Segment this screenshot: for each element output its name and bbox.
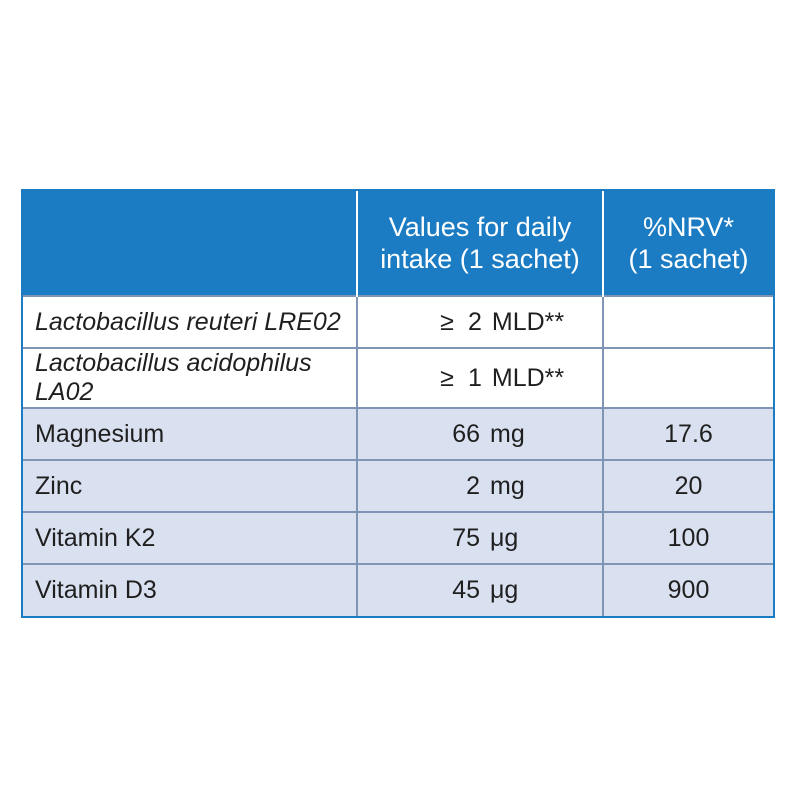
table-row	[23, 348, 773, 408]
header-daily-values-line1: Values for daily	[388, 212, 572, 242]
header-row	[23, 191, 773, 296]
header-daily-values-line2: intake (1 sachet)	[380, 244, 580, 274]
nrv-value: 17.6	[603, 408, 773, 460]
ingredient-name: Lactobacillus acidophilus LA02	[23, 348, 357, 408]
amount: 66	[452, 419, 480, 448]
ingredient-name: Zinc	[23, 460, 357, 512]
header-nrv-line1: %NRV*	[642, 212, 735, 242]
daily-value	[357, 408, 603, 460]
daily-value	[357, 512, 603, 564]
table-row	[23, 296, 773, 348]
unit: MLD**	[491, 307, 565, 336]
amount: 1	[467, 363, 482, 392]
amount: 2	[467, 307, 482, 336]
nrv-value: 100	[603, 512, 773, 564]
nutrition-table-grid	[23, 191, 773, 616]
table-row	[23, 408, 773, 460]
amount: 2	[466, 471, 480, 500]
daily-value	[357, 348, 603, 408]
ingredient-name: Lactobacillus reuteri LRE02	[23, 296, 357, 348]
header-daily-values	[357, 191, 603, 296]
ge-symbol: ≥	[440, 307, 454, 336]
ge-symbol: ≥	[440, 363, 454, 392]
amount: 75	[452, 523, 480, 552]
ingredient-name: Vitamin D3	[23, 564, 357, 616]
nrv-value: 20	[603, 460, 773, 512]
ingredient-name: Vitamin K2	[23, 512, 357, 564]
table-row	[23, 460, 773, 512]
unit: mg	[490, 419, 525, 448]
header-nrv	[603, 191, 773, 296]
unit: μg	[490, 523, 519, 552]
nrv-value: 900	[603, 564, 773, 616]
ingredient-name: Magnesium	[23, 408, 357, 460]
header-ingredient	[23, 191, 357, 296]
nrv-value	[603, 348, 773, 408]
header-nrv-line2: (1 sachet)	[628, 244, 749, 274]
daily-value	[357, 296, 603, 348]
table-row	[23, 564, 773, 616]
amount: 45	[452, 576, 480, 604]
nutrition-table	[21, 189, 775, 618]
nrv-value	[603, 296, 773, 348]
unit: MLD**	[491, 363, 565, 392]
unit: mg	[490, 471, 525, 500]
daily-value	[357, 564, 603, 616]
unit: μg	[490, 576, 519, 604]
table-row	[23, 512, 773, 564]
daily-value	[357, 460, 603, 512]
